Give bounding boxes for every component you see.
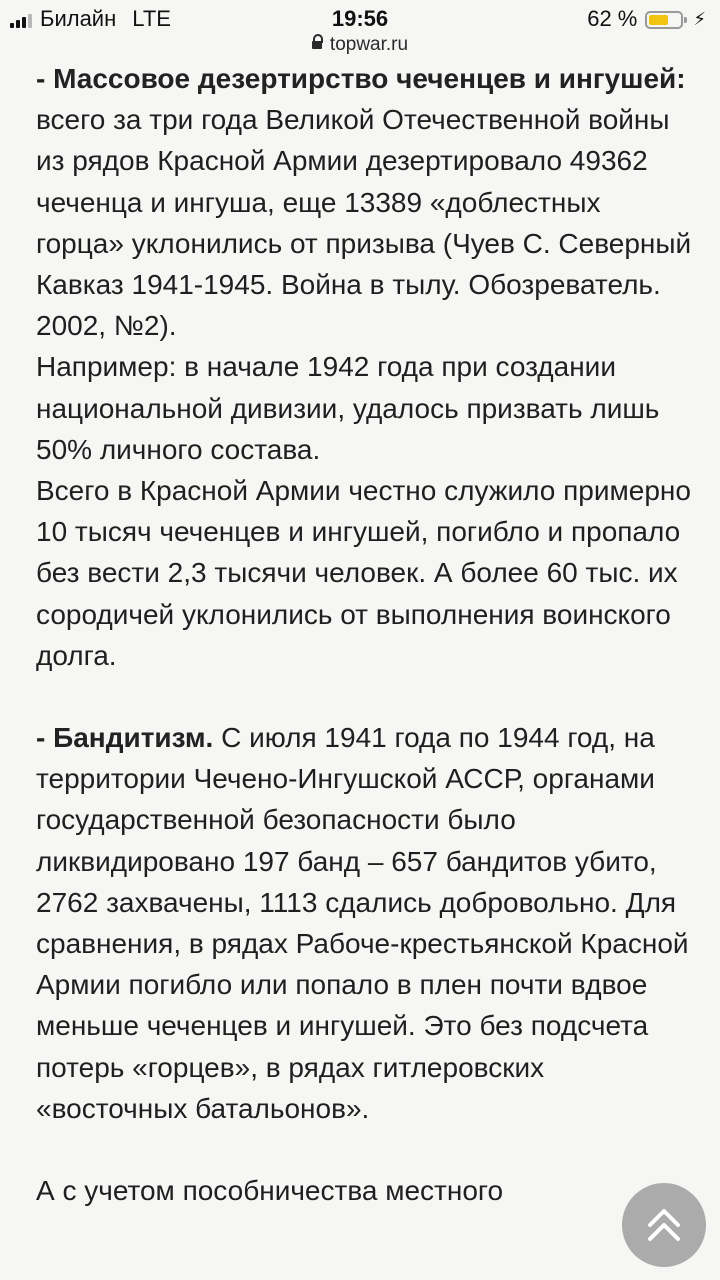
clock: 19:56: [331, 6, 389, 31]
battery-icon: [645, 11, 683, 29]
section-desertion-title: - Массовое дезертирство чеченцев и ингушей:: [36, 63, 686, 94]
paragraph-next: А с учетом пособничества местного: [36, 1175, 504, 1207]
carrier-name: Билайн: [40, 6, 117, 31]
battery-fill: [649, 15, 668, 25]
section-desertion-text: всего за три года Великой Отечественной войны из рядов Красной Армии дезертировало 49362 чеченца и ингуша, еще 13389 «доблестных горца» уклонились от призыва (Чуев С. Северный Кавказ 1941-1945. Война в тылу. Обозреватель. 2002, №2).: [36, 104, 692, 342]
paragraph-gap: [36, 676, 696, 717]
url-text: topwar.ru: [329, 34, 409, 55]
paragraph-gap: [36, 1129, 696, 1170]
lock-icon: [312, 41, 322, 49]
article-body: [36, 58, 696, 1211]
battery-nub: [684, 17, 687, 23]
network-type: LTE: [132, 6, 171, 31]
charging-bolt-icon: ⚡︎: [693, 8, 706, 29]
section-desertion: [36, 58, 696, 346]
paragraph-totals: Всего в Красной Армии честно служило примерно 10 тысяч чеченцев и ингушей, погибло и пропало без вести 2,3 тысячи человек. А более 60 тыс. их сородичей уклонились от выполнения воинского долга.: [36, 475, 691, 671]
section-banditry-title: - Бандитизм.: [36, 722, 214, 754]
section-banditry-text: С июля 1941 года по 1944 год, на территории Чечено-Ингушской АССР, органами государственной безопасности было ликвидировано 197 банд – 657 бандитов убито, 2762 захвачены, 1113 сдались добровольно. Для сравнения, в рядах Рабоче-крестьянской Красной Армии погибло или попало в плен почти вдвое меньше чеченцев и ингушей. Это без подсчета потерь «горцев», в рядах гитлеровских «восточных батальонов».: [36, 722, 689, 1124]
scroll-to-top-button[interactable]: [622, 1183, 706, 1267]
section-banditry: [36, 717, 696, 1129]
paragraph-example: Например: в начале 1942 года при создании национальной дивизии, удалось призвать лишь 50% личного состава.: [36, 351, 660, 465]
double-chevron-up-icon: [644, 1203, 684, 1247]
battery-percent: 62 %: [587, 6, 638, 31]
status-right: [587, 6, 706, 32]
